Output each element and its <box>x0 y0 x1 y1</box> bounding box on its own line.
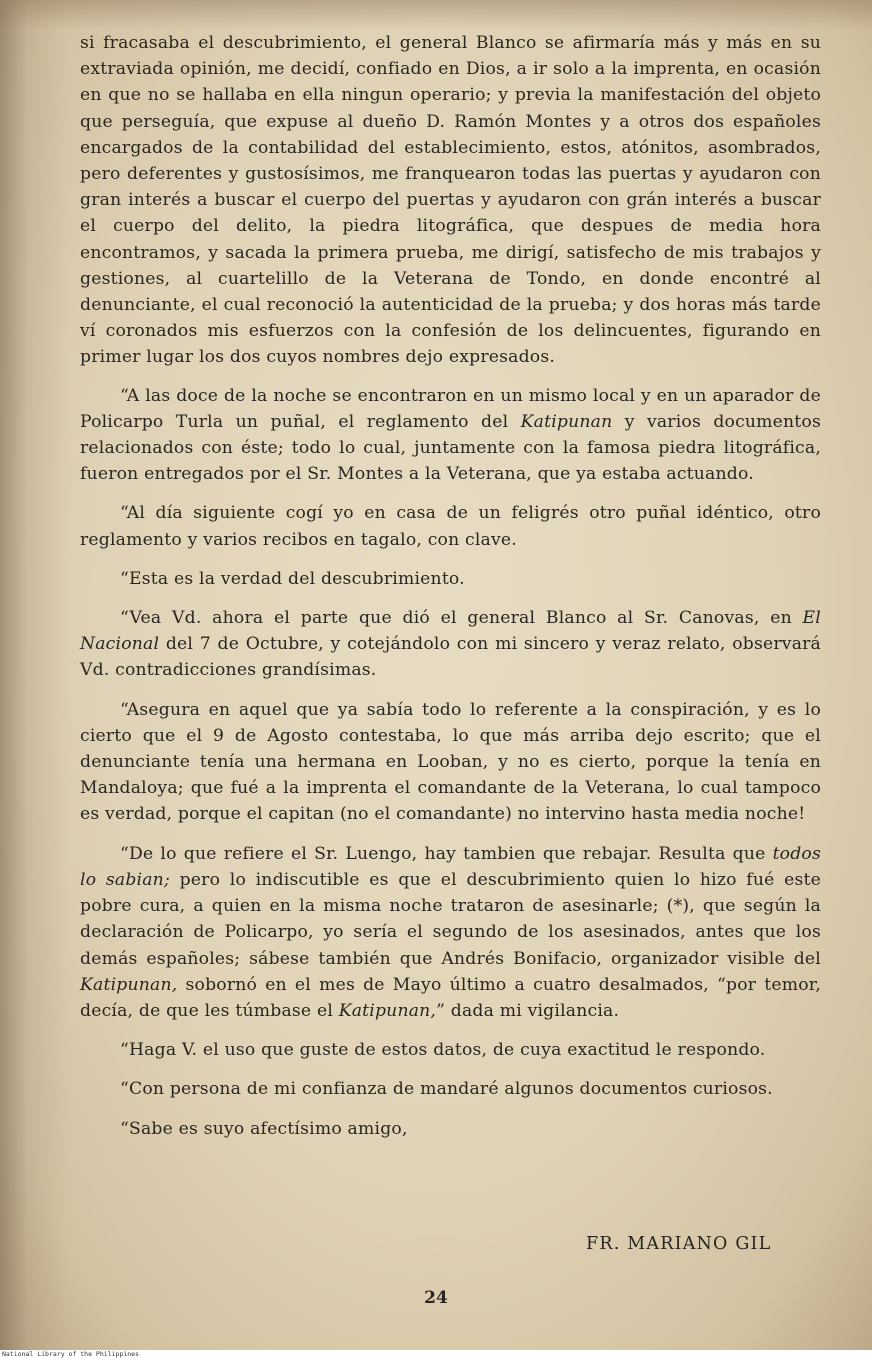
italic-text: El Nacional <box>80 608 821 655</box>
text-segment: ” dada mi vigilancia. <box>436 1000 620 1021</box>
paragraph <box>80 30 821 371</box>
text-segment: si fracasaba el descubrimiento, el general Blanco se afirmaría más y más en su extraviada opinión, me decidí, confiado en Dios, a ir solo a la imprenta, en ocasión en que no se hallaba en ella ningun operario; y previa la manifestación del objeto que perseguía, que expuse al dueño D. Ramón Montes y a otros dos españoles encargados de la contabilidad del establecimiento, estos, atónitos, asombrados, pero deferentes y gustosísimos, me franquearon todas las puertas y ayudaron con gran interés a buscar el cuerpo del puertas y ayudaron con grán interés a buscar el cuerpo del delito, la piedra litográfica, que despues de media hora encontramos, y sacada la primera prueba, me dirigí, satisfecho de mis trabajos y gestiones, al cuartelillo de la Veterana de Tondo, en donde encontré al denunciante, el cual reconoció la autenticidad de la prueba; y dos horas más tarde ví coronados mis esfuerzos con la confesión de los delincuentes, figurando en primer lugar los dos cuyos nombres dejo expresados. <box>80 33 821 368</box>
italic-text: Katipunan <box>520 411 613 432</box>
text-segment: sobornó en el mes de Mayo último a cuatro desalmados, “por temor, decía, de que les túmbase el <box>80 974 821 1021</box>
text-segment: “De lo que refiere el Sr. Luengo, hay tambien que rebajar. Resulta que <box>120 843 773 864</box>
paragraph <box>80 383 821 488</box>
italic-text: Katipunan, <box>338 1000 437 1021</box>
text-segment: y varios documentos relacionados con éste; todo lo cual, juntamente con la famosa piedra litográfica, fueron entregados por el Sr. Montes a la Veterana, que ya estaba actuando. <box>80 411 821 485</box>
italic-text: Katipunan, <box>80 974 178 995</box>
library-credit: National Library of the Philippines <box>2 1350 139 1358</box>
paragraph <box>80 500 821 552</box>
text-segment: “Esta es la verdad del descubrimiento. <box>120 568 465 589</box>
text-segment: “Vea Vd. ahora el parte que dió el general Blanco al Sr. Canovas, en <box>120 608 803 629</box>
paragraph <box>80 605 821 684</box>
text-segment: “A las doce de la noche se encontraron en un mismo local y en un aparador de Policarpo Turla un puñal, el reglamento del <box>80 385 821 432</box>
text-segment: “Haga V. el uso que guste de estos datos, de cuya exactitud le respondo. <box>120 1040 766 1061</box>
page-edge-shadow-left <box>0 0 70 1350</box>
text-segment: “Asegura en aquel que ya sabía todo lo referente a la conspiración, y es lo cierto que el 9 de Agosto contestaba, lo que más arriba dejo escrito; que el denunciante tenía una hermana en Looban, y no es cierto, porque la tenía en Mandaloya; que fué a la imprenta el comandante de la Veterana, lo cual tampoco es verdad, porque el capitan (no el comandante) no intervino hasta media noche! <box>80 699 821 825</box>
paragraph <box>80 697 821 828</box>
paragraph <box>80 1076 821 1102</box>
text-segment: “Con persona de mi confianza de mandaré algunos documentos curiosos. <box>120 1079 773 1100</box>
text-segment: “Sabe es suyo afectísimo amigo, <box>120 1118 408 1139</box>
text-segment: “Al día siguiente cogí yo en casa de un feligrés otro puñal idéntico, otro reglamento y varios recibos en tagalo, con clave. <box>80 503 821 550</box>
page-number: 24 <box>424 1288 448 1308</box>
text-segment: del 7 de Octubre, y cotejándolo con mi sincero y veraz relato, observará Vd. contradicciones grandísimas. <box>80 634 821 681</box>
paragraph <box>80 1037 821 1063</box>
body-text <box>80 30 821 1155</box>
paragraph <box>80 566 821 592</box>
page-edge-shadow-top <box>0 0 872 30</box>
paragraph <box>80 1116 821 1142</box>
text-segment: pero lo indiscutible es que el descubrimiento quien lo hizo fué este pobre cura, a quien en la misma noche trataron de asesinarle; (*), que según la declaración de Policarpo, yo sería el segundo de los asesinados, antes que los demás españoles; sábese también que Andrés Bonifacio, organizador visible del <box>80 869 822 969</box>
paragraph <box>80 841 821 1024</box>
signature: FR. MARIANO GIL <box>586 1234 772 1254</box>
italic-text: todos lo sabian; <box>80 843 821 890</box>
